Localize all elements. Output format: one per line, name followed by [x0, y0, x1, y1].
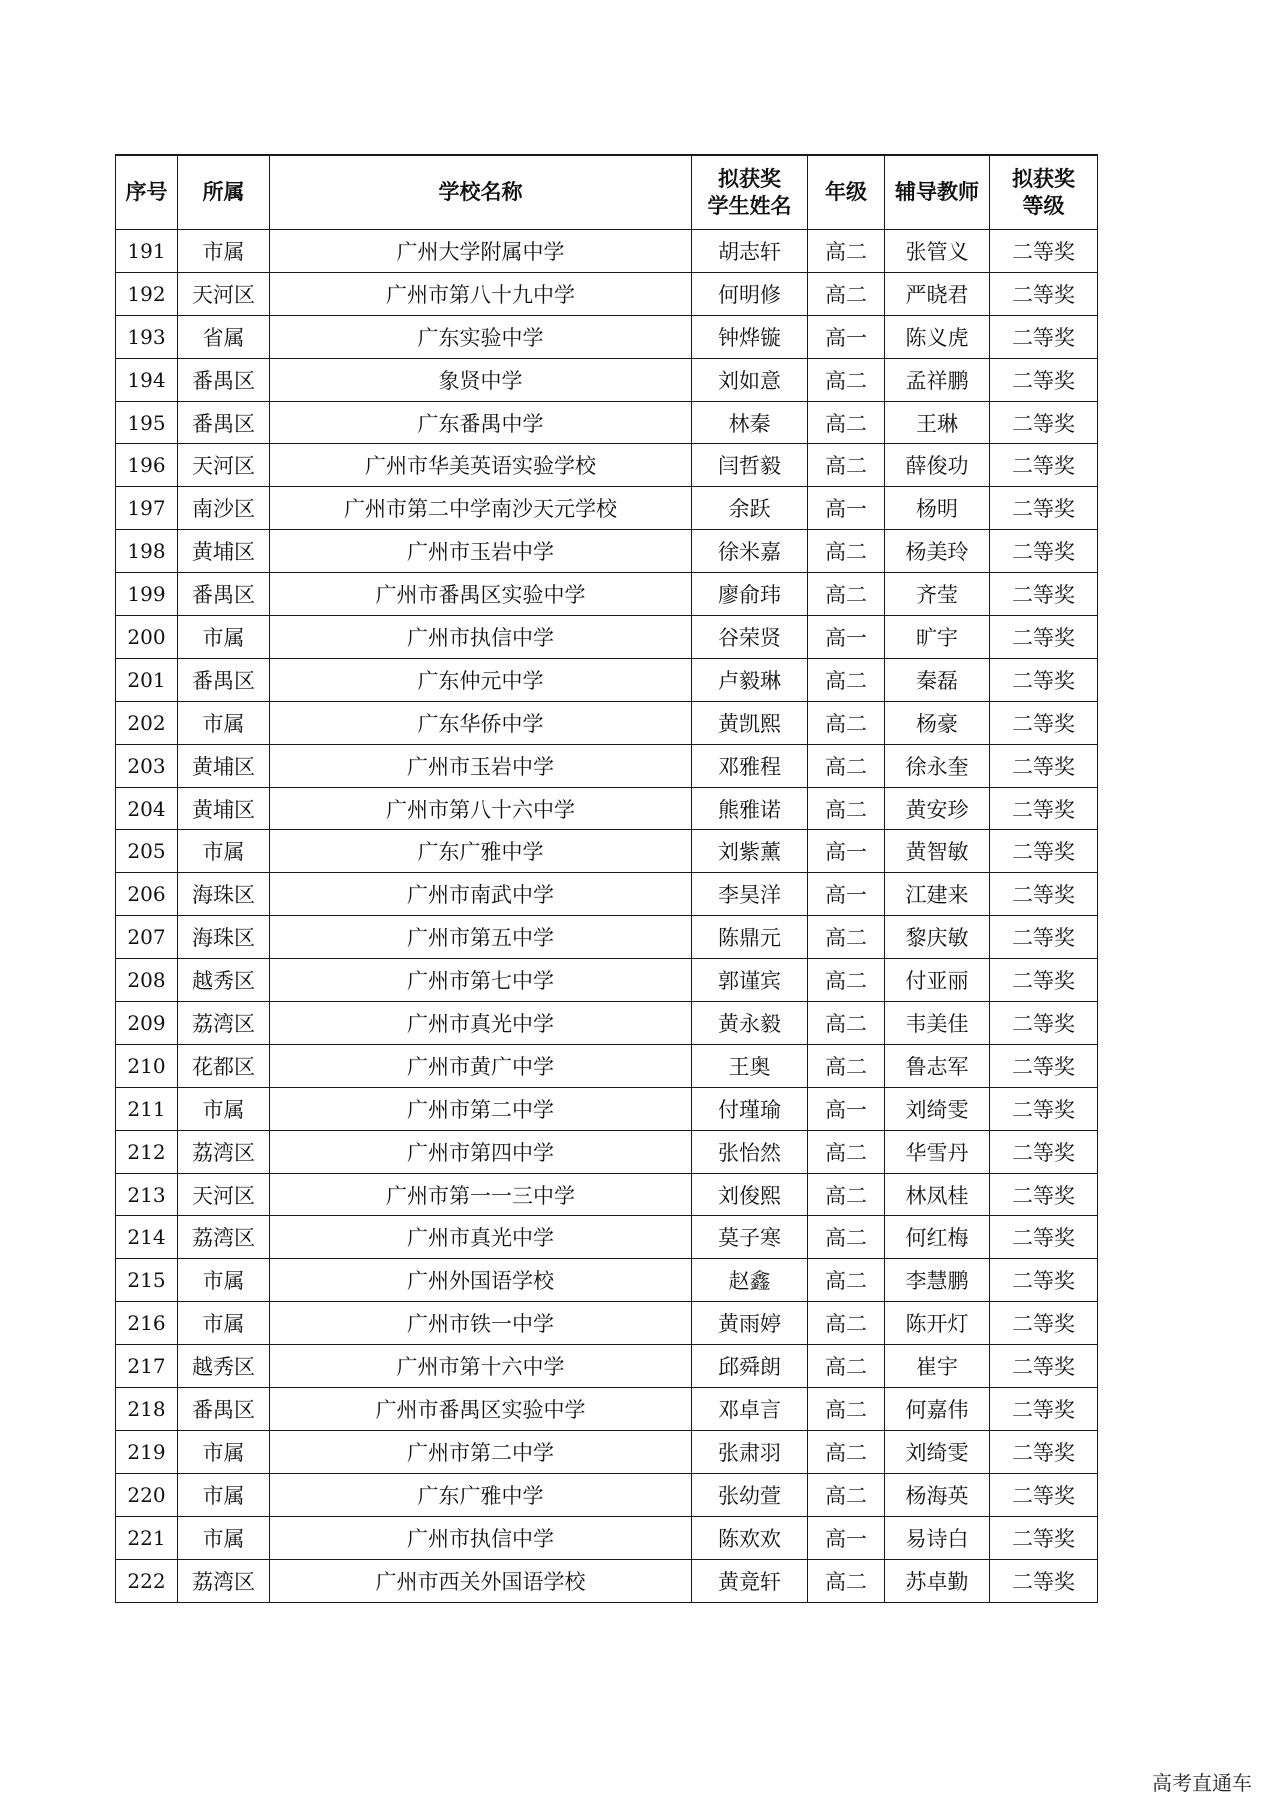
student-cell: 张怡然 [692, 1130, 808, 1173]
grade-cell: 高二 [808, 1302, 885, 1345]
grade-cell: 高一 [808, 315, 885, 358]
table-row [116, 1044, 1098, 1087]
header-seq: 序号 [116, 155, 178, 230]
table-row [116, 1216, 1098, 1259]
grade-cell: 高二 [808, 444, 885, 487]
student-cell: 张幼萱 [692, 1473, 808, 1516]
grade-cell: 高一 [808, 1087, 885, 1130]
grade-cell: 高二 [808, 959, 885, 1002]
grade-cell: 高二 [808, 401, 885, 444]
grade-cell: 高二 [808, 358, 885, 401]
student-cell: 刘紫薰 [692, 830, 808, 873]
student-cell: 郭谨宾 [692, 959, 808, 1002]
table-row [116, 230, 1098, 273]
header-district: 所属 [178, 155, 270, 230]
table-row [116, 487, 1098, 530]
table-row [116, 444, 1098, 487]
teacher-cell: 薛俊功 [885, 444, 990, 487]
grade-cell: 高二 [808, 916, 885, 959]
seq-cell: 206 [116, 873, 178, 916]
teacher-cell: 杨明 [885, 487, 990, 530]
table-row [116, 1430, 1098, 1473]
grade-cell: 高二 [808, 573, 885, 616]
teacher-cell: 林凤桂 [885, 1173, 990, 1216]
table-row [116, 616, 1098, 659]
school-cell: 广州市第二中学南沙天元学校 [270, 487, 692, 530]
level-cell: 二等奖 [990, 1216, 1098, 1259]
grade-cell: 高二 [808, 701, 885, 744]
table-row [116, 315, 1098, 358]
school-cell: 广州市番禺区实验中学 [270, 573, 692, 616]
school-cell: 广州市执信中学 [270, 1516, 692, 1559]
school-cell: 广州市番禺区实验中学 [270, 1388, 692, 1431]
table-row [116, 272, 1098, 315]
district-cell: 南沙区 [178, 487, 270, 530]
school-cell: 广州外国语学校 [270, 1259, 692, 1302]
district-cell: 市属 [178, 1473, 270, 1516]
student-cell: 闫哲毅 [692, 444, 808, 487]
level-cell: 二等奖 [990, 1516, 1098, 1559]
teacher-cell: 易诗白 [885, 1516, 990, 1559]
header-student-line2: 学生姓名 [707, 193, 792, 218]
seq-cell: 217 [116, 1345, 178, 1388]
level-cell: 二等奖 [990, 873, 1098, 916]
level-cell: 二等奖 [990, 272, 1098, 315]
student-cell: 邱舜朗 [692, 1345, 808, 1388]
teacher-cell: 旷宇 [885, 616, 990, 659]
level-cell: 二等奖 [990, 1559, 1098, 1602]
school-cell: 象贤中学 [270, 358, 692, 401]
school-cell: 广州市黄广中学 [270, 1044, 692, 1087]
header-student-line1: 拟获奖 [718, 167, 781, 192]
table-row [116, 1473, 1098, 1516]
district-cell: 天河区 [178, 444, 270, 487]
teacher-cell: 杨豪 [885, 701, 990, 744]
district-cell: 天河区 [178, 1173, 270, 1216]
level-cell: 二等奖 [990, 1388, 1098, 1431]
district-cell: 市属 [178, 1430, 270, 1473]
level-cell: 二等奖 [990, 959, 1098, 1002]
student-cell: 邓卓言 [692, 1388, 808, 1431]
header-teacher: 辅导教师 [885, 155, 990, 230]
grade-cell: 高二 [808, 530, 885, 573]
level-cell: 二等奖 [990, 1302, 1098, 1345]
seq-cell: 203 [116, 744, 178, 787]
level-cell: 二等奖 [990, 744, 1098, 787]
school-cell: 广东仲元中学 [270, 658, 692, 701]
seq-cell: 214 [116, 1216, 178, 1259]
student-cell: 黄永毅 [692, 1002, 808, 1045]
seq-cell: 198 [116, 530, 178, 573]
district-cell: 市属 [178, 1516, 270, 1559]
student-cell: 林秦 [692, 401, 808, 444]
school-cell: 广东华侨中学 [270, 701, 692, 744]
district-cell: 花都区 [178, 1044, 270, 1087]
seq-cell: 202 [116, 701, 178, 744]
level-cell: 二等奖 [990, 916, 1098, 959]
student-cell: 钟烨镟 [692, 315, 808, 358]
teacher-cell: 苏卓勤 [885, 1559, 990, 1602]
seq-cell: 219 [116, 1430, 178, 1473]
grade-cell: 高二 [808, 1002, 885, 1045]
student-cell: 王奥 [692, 1044, 808, 1087]
student-cell: 廖俞玮 [692, 573, 808, 616]
table-row [116, 744, 1098, 787]
table-row [116, 530, 1098, 573]
level-cell: 二等奖 [990, 658, 1098, 701]
level-cell: 二等奖 [990, 830, 1098, 873]
level-cell: 二等奖 [990, 1430, 1098, 1473]
student-cell: 胡志轩 [692, 230, 808, 273]
grade-cell: 高二 [808, 1559, 885, 1602]
table-row [116, 873, 1098, 916]
grade-cell: 高二 [808, 272, 885, 315]
table-row [116, 658, 1098, 701]
student-cell: 余跃 [692, 487, 808, 530]
school-cell: 广州市铁一中学 [270, 1302, 692, 1345]
table-row [116, 787, 1098, 830]
teacher-cell: 陈义虎 [885, 315, 990, 358]
teacher-cell: 刘绮雯 [885, 1087, 990, 1130]
header-student [692, 155, 808, 230]
grade-cell: 高一 [808, 616, 885, 659]
grade-cell: 高二 [808, 658, 885, 701]
school-cell: 广州市第七中学 [270, 959, 692, 1002]
student-cell: 卢毅琳 [692, 658, 808, 701]
table-row [116, 830, 1098, 873]
student-cell: 徐米嘉 [692, 530, 808, 573]
district-cell: 越秀区 [178, 1345, 270, 1388]
table-row [116, 1130, 1098, 1173]
school-cell: 广东实验中学 [270, 315, 692, 358]
table-row [116, 916, 1098, 959]
level-cell: 二等奖 [990, 358, 1098, 401]
teacher-cell: 崔宇 [885, 1345, 990, 1388]
grade-cell: 高二 [808, 1173, 885, 1216]
grade-cell: 高二 [808, 1259, 885, 1302]
teacher-cell: 江建来 [885, 873, 990, 916]
district-cell: 市属 [178, 1302, 270, 1345]
table-row [116, 1259, 1098, 1302]
seq-cell: 191 [116, 230, 178, 273]
student-cell: 李昊洋 [692, 873, 808, 916]
table-header-row [116, 155, 1098, 230]
level-cell: 二等奖 [990, 573, 1098, 616]
teacher-cell: 王琳 [885, 401, 990, 444]
district-cell: 荔湾区 [178, 1002, 270, 1045]
grade-cell: 高一 [808, 873, 885, 916]
school-cell: 广东番禺中学 [270, 401, 692, 444]
teacher-cell: 黄安珍 [885, 787, 990, 830]
teacher-cell: 何红梅 [885, 1216, 990, 1259]
grade-cell: 高二 [808, 230, 885, 273]
student-cell: 熊雅诺 [692, 787, 808, 830]
teacher-cell: 李慧鹏 [885, 1259, 990, 1302]
table-row [116, 1559, 1098, 1602]
table-row [116, 1388, 1098, 1431]
district-cell: 越秀区 [178, 959, 270, 1002]
teacher-cell: 黎庆敏 [885, 916, 990, 959]
school-cell: 广东广雅中学 [270, 830, 692, 873]
level-cell: 二等奖 [990, 230, 1098, 273]
table-row [116, 959, 1098, 1002]
teacher-cell: 韦美佳 [885, 1002, 990, 1045]
table-row [116, 1302, 1098, 1345]
grade-cell: 高一 [808, 1516, 885, 1559]
seq-cell: 215 [116, 1259, 178, 1302]
seq-cell: 197 [116, 487, 178, 530]
student-cell: 邓雅程 [692, 744, 808, 787]
level-cell: 二等奖 [990, 1087, 1098, 1130]
district-cell: 市属 [178, 1259, 270, 1302]
level-cell: 二等奖 [990, 1259, 1098, 1302]
seq-cell: 213 [116, 1173, 178, 1216]
school-cell: 广东广雅中学 [270, 1473, 692, 1516]
school-cell: 广州市南武中学 [270, 873, 692, 916]
seq-cell: 211 [116, 1087, 178, 1130]
level-cell: 二等奖 [990, 616, 1098, 659]
student-cell: 谷荣贤 [692, 616, 808, 659]
grade-cell: 高一 [808, 830, 885, 873]
teacher-cell: 杨美玲 [885, 530, 990, 573]
seq-cell: 209 [116, 1002, 178, 1045]
grade-cell: 高二 [808, 787, 885, 830]
school-cell: 广州大学附属中学 [270, 230, 692, 273]
level-cell: 二等奖 [990, 701, 1098, 744]
grade-cell: 高二 [808, 744, 885, 787]
school-cell: 广州市第八十九中学 [270, 272, 692, 315]
school-cell: 广州市华美英语实验学校 [270, 444, 692, 487]
table-row [116, 701, 1098, 744]
seq-cell: 195 [116, 401, 178, 444]
seq-cell: 194 [116, 358, 178, 401]
district-cell: 市属 [178, 1087, 270, 1130]
school-cell: 广州市执信中学 [270, 616, 692, 659]
seq-cell: 192 [116, 272, 178, 315]
school-cell: 广州市第二中学 [270, 1087, 692, 1130]
teacher-cell: 刘绮雯 [885, 1430, 990, 1473]
district-cell: 市属 [178, 616, 270, 659]
table-row [116, 358, 1098, 401]
teacher-cell: 秦磊 [885, 658, 990, 701]
header-grade: 年级 [808, 155, 885, 230]
watermark: 高考直通车 [1152, 1771, 1252, 1795]
district-cell: 荔湾区 [178, 1559, 270, 1602]
seq-cell: 196 [116, 444, 178, 487]
table-row [116, 1087, 1098, 1130]
teacher-cell: 徐永奎 [885, 744, 990, 787]
seq-cell: 216 [116, 1302, 178, 1345]
table-row [116, 1516, 1098, 1559]
seq-cell: 208 [116, 959, 178, 1002]
seq-cell: 204 [116, 787, 178, 830]
level-cell: 二等奖 [990, 1044, 1098, 1087]
district-cell: 荔湾区 [178, 1130, 270, 1173]
school-cell: 广州市第一一三中学 [270, 1173, 692, 1216]
teacher-cell: 张管义 [885, 230, 990, 273]
seq-cell: 221 [116, 1516, 178, 1559]
school-cell: 广州市第二中学 [270, 1430, 692, 1473]
student-cell: 陈欢欢 [692, 1516, 808, 1559]
district-cell: 番禺区 [178, 1388, 270, 1431]
grade-cell: 高二 [808, 1345, 885, 1388]
grade-cell: 高二 [808, 1044, 885, 1087]
teacher-cell: 陈开灯 [885, 1302, 990, 1345]
student-cell: 陈鼎元 [692, 916, 808, 959]
school-cell: 广州市真光中学 [270, 1002, 692, 1045]
district-cell: 海珠区 [178, 873, 270, 916]
district-cell: 番禺区 [178, 658, 270, 701]
level-cell: 二等奖 [990, 530, 1098, 573]
level-cell: 二等奖 [990, 1002, 1098, 1045]
student-cell: 黄凯熙 [692, 701, 808, 744]
teacher-cell: 华雪丹 [885, 1130, 990, 1173]
grade-cell: 高二 [808, 1388, 885, 1431]
student-cell: 黄雨婷 [692, 1302, 808, 1345]
level-cell: 二等奖 [990, 487, 1098, 530]
district-cell: 市属 [178, 701, 270, 744]
school-cell: 广州市第四中学 [270, 1130, 692, 1173]
student-cell: 何明修 [692, 272, 808, 315]
seq-cell: 220 [116, 1473, 178, 1516]
seq-cell: 210 [116, 1044, 178, 1087]
grade-cell: 高一 [808, 487, 885, 530]
level-cell: 二等奖 [990, 1130, 1098, 1173]
school-cell: 广州市第五中学 [270, 916, 692, 959]
teacher-cell: 严晓君 [885, 272, 990, 315]
student-cell: 赵鑫 [692, 1259, 808, 1302]
student-cell: 黄竟轩 [692, 1559, 808, 1602]
student-cell: 刘如意 [692, 358, 808, 401]
level-cell: 二等奖 [990, 1173, 1098, 1216]
student-cell: 付瑾瑜 [692, 1087, 808, 1130]
table-row [116, 1345, 1098, 1388]
table-row [116, 573, 1098, 616]
seq-cell: 200 [116, 616, 178, 659]
district-cell: 番禺区 [178, 401, 270, 444]
school-cell: 广州市玉岩中学 [270, 744, 692, 787]
teacher-cell: 何嘉伟 [885, 1388, 990, 1431]
level-cell: 二等奖 [990, 401, 1098, 444]
seq-cell: 201 [116, 658, 178, 701]
teacher-cell: 齐莹 [885, 573, 990, 616]
grade-cell: 高二 [808, 1130, 885, 1173]
district-cell: 番禺区 [178, 358, 270, 401]
level-cell: 二等奖 [990, 1473, 1098, 1516]
district-cell: 市属 [178, 230, 270, 273]
award-table [115, 154, 1098, 1603]
grade-cell: 高二 [808, 1216, 885, 1259]
district-cell: 天河区 [178, 272, 270, 315]
student-cell: 张肃羽 [692, 1430, 808, 1473]
header-level-line2: 等级 [1022, 193, 1065, 218]
teacher-cell: 鲁志军 [885, 1044, 990, 1087]
district-cell: 黄埔区 [178, 744, 270, 787]
teacher-cell: 黄智敏 [885, 830, 990, 873]
teacher-cell: 杨海英 [885, 1473, 990, 1516]
seq-cell: 207 [116, 916, 178, 959]
district-cell: 黄埔区 [178, 787, 270, 830]
level-cell: 二等奖 [990, 787, 1098, 830]
school-cell: 广州市第八十六中学 [270, 787, 692, 830]
student-cell: 刘俊熙 [692, 1173, 808, 1216]
table-row [116, 1173, 1098, 1216]
school-cell: 广州市玉岩中学 [270, 530, 692, 573]
school-cell: 广州市西关外国语学校 [270, 1559, 692, 1602]
grade-cell: 高二 [808, 1430, 885, 1473]
teacher-cell: 付亚丽 [885, 959, 990, 1002]
table-row [116, 401, 1098, 444]
header-level [990, 155, 1098, 230]
student-cell: 莫子寒 [692, 1216, 808, 1259]
district-cell: 番禺区 [178, 573, 270, 616]
table-row [116, 1002, 1098, 1045]
seq-cell: 212 [116, 1130, 178, 1173]
header-level-line1: 拟获奖 [1012, 167, 1075, 192]
seq-cell: 199 [116, 573, 178, 616]
header-school: 学校名称 [270, 155, 692, 230]
level-cell: 二等奖 [990, 444, 1098, 487]
seq-cell: 193 [116, 315, 178, 358]
seq-cell: 205 [116, 830, 178, 873]
district-cell: 荔湾区 [178, 1216, 270, 1259]
seq-cell: 222 [116, 1559, 178, 1602]
seq-cell: 218 [116, 1388, 178, 1431]
district-cell: 黄埔区 [178, 530, 270, 573]
table-body [116, 230, 1098, 1603]
school-cell: 广州市第十六中学 [270, 1345, 692, 1388]
level-cell: 二等奖 [990, 1345, 1098, 1388]
district-cell: 海珠区 [178, 916, 270, 959]
district-cell: 市属 [178, 830, 270, 873]
level-cell: 二等奖 [990, 315, 1098, 358]
district-cell: 省属 [178, 315, 270, 358]
teacher-cell: 孟祥鹏 [885, 358, 990, 401]
grade-cell: 高二 [808, 1473, 885, 1516]
school-cell: 广州市真光中学 [270, 1216, 692, 1259]
